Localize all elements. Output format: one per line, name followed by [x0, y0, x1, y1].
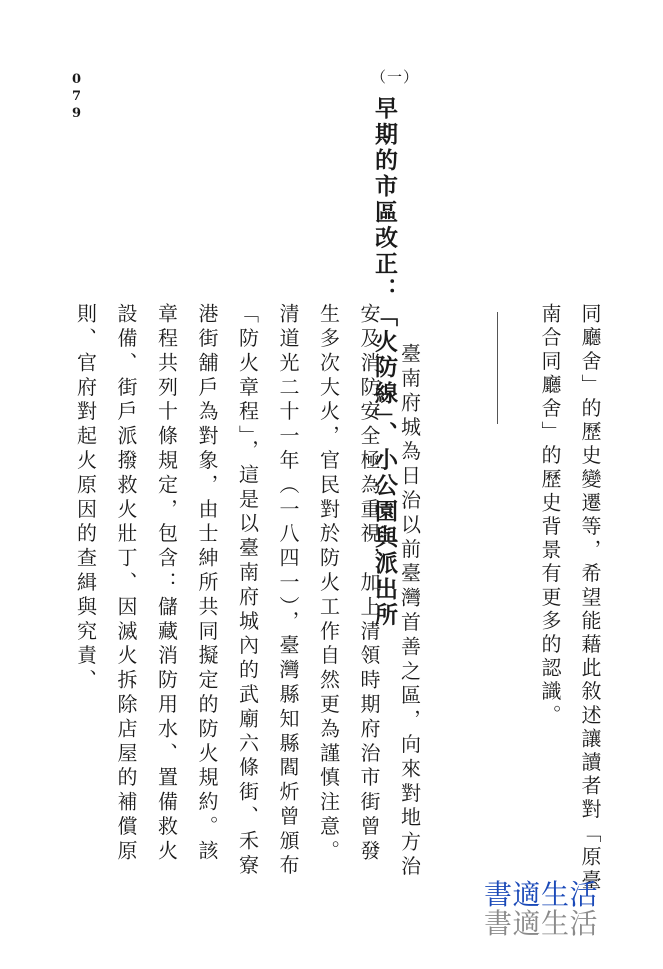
- section-title: 早期的市區改正：「火防線」、小公園與派出所: [371, 96, 398, 629]
- body-paragraph: [65, 303, 430, 883]
- page-number: 079: [69, 72, 84, 123]
- previous-paragraph: [530, 303, 610, 903]
- watermark-logo: 書適生活: [484, 878, 599, 911]
- section-divider: [497, 312, 498, 424]
- body-paragraph-text: 臺南府城為日治以前臺灣首善之區，向來對地方治安及消防安全極為重視，加上清領時期府治市街曾發生多次大火，官民對於防火工作自然更為謹慎注意。清道光二十一年（一八四一），臺灣縣知縣閻炘曾頒布「防火章程」，這是以臺南府城內的武廟六條街、禾寮港街舖戶為對象，由士紳所共同擬定的防火規約。該章程共列十條規定，包含：儲藏消防用水、置備救火設備、街戶派撥救火壯丁、因滅火拆除店屋的補償原則、官府對起火原因的查緝與究責、: [73, 303, 422, 880]
- watermark-logo-shadow: 書適生活: [484, 907, 599, 940]
- previous-paragraph-text: 同廳舍」的歷史變遷等，希望能藉此敘述讓讀者對「原臺南合同廳舍」的歷史背景有更多的認識。: [538, 303, 602, 893]
- section-number: （一）: [371, 68, 420, 86]
